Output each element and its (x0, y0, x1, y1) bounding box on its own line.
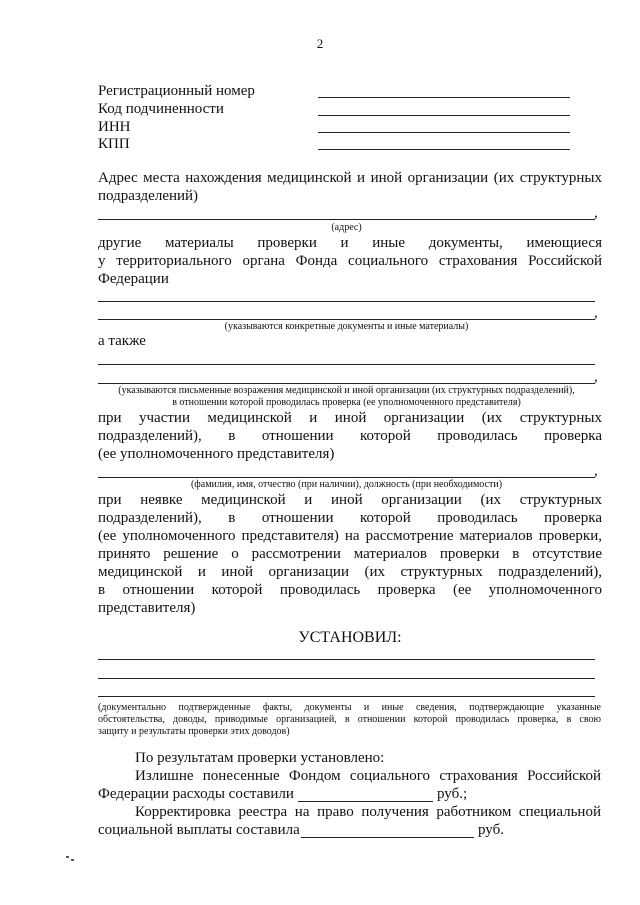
established-caption-line-2: обстоятельства, доводы, приводимые организацией, в отношении которой проводилась проверка, в свою (98, 714, 601, 725)
address-line (98, 219, 595, 220)
results-correction-line-1: Корректировка реестра на право получения работником специальной (135, 804, 601, 820)
field-label-inn: ИНН (98, 119, 131, 135)
also-label: а также (98, 333, 146, 349)
participation-caption: (фамилия, имя, отчество (при наличии), должность (при необходимости) (190, 479, 503, 490)
established-caption-line-3: защиту и результаты проверки этих доводов) (98, 726, 290, 737)
also-comma: , (594, 369, 598, 385)
results-correction-prefix: социальной выплаты составила (98, 822, 300, 838)
field-line-subordination-code (318, 115, 570, 116)
address-text-line-1: Адрес места нахождения медицинской и иной организации (их структурных (98, 170, 602, 186)
established-heading: УСТАНОВИЛ: (298, 629, 402, 646)
established-line-2 (98, 678, 595, 679)
results-excess-amount-line (298, 801, 433, 802)
results-excess-suffix: руб.; (437, 786, 468, 802)
address-caption: (адрес) (331, 222, 362, 233)
results-excess-line-1: Излишне понесенные Фондом социального страхования Российской (135, 768, 601, 784)
results-excess-prefix: Федерации расходы составили (98, 786, 294, 802)
results-intro: По результатам проверки установлено: (135, 750, 385, 766)
absence-text-line-1: при неявке медицинской и иной организации (их структурных (98, 492, 602, 508)
absence-text-line-7: представителя) (98, 600, 196, 616)
page-number: 2 (316, 36, 324, 51)
absence-text-line-5: медицинской и иной организации (их структурных подразделений), (98, 564, 602, 580)
materials-line-2 (98, 319, 595, 320)
field-label-registration-number: Регистрационный номер (98, 83, 255, 99)
established-caption-line-1: (документально подтвержденные факты, документы и иные сведения, подтверждающие указанные (98, 702, 601, 713)
results-correction-amount-line (301, 837, 474, 838)
address-comma: , (594, 205, 598, 221)
field-line-inn (318, 132, 570, 133)
established-line-3 (98, 696, 595, 697)
scan-speck (66, 856, 69, 858)
participation-text-line-1: при участии медицинской и иной организации (их структурных (98, 410, 602, 426)
materials-text-line-2: у территориального органа Фонда социального страхования Российской (98, 253, 602, 269)
participation-text-line-2: подразделений), в отношении которой проводилась проверка (98, 428, 602, 444)
participation-comma: , (594, 463, 598, 479)
absence-text-line-4: принято решение о рассмотрении материалов проверки в отсутствие (98, 546, 602, 562)
materials-text-line-3: Федерации (98, 271, 169, 287)
materials-caption: (указываются конкретные документы и иные материалы) (224, 321, 469, 332)
address-text-line-2: подразделений) (98, 188, 199, 204)
materials-line-1 (98, 301, 595, 302)
established-line-1 (98, 659, 595, 660)
materials-text-line-1: другие материалы проверки и иные документы, имеющиеся (98, 235, 602, 251)
field-label-kpp: КПП (98, 136, 130, 152)
participation-line (98, 477, 595, 478)
materials-comma: , (594, 305, 598, 321)
absence-text-line-3: (ее уполномоченного представителя) на рассмотрение материалов проверки, (98, 528, 602, 544)
absence-text-line-2: подразделений), в отношении которой проводилась проверка (98, 510, 602, 526)
also-caption-line-1: (указываются письменные возражения медицинской и иной организации (их структурных подразделений), (118, 385, 575, 396)
participation-text-line-3: (ее уполномоченного представителя) (98, 446, 335, 462)
also-line-2 (98, 383, 595, 384)
also-caption-line-2: в отношении которой проводилась проверка (ее уполномоченного представителя) (172, 397, 521, 408)
absence-text-line-6: в отношении которой проводилась проверка (ее уполномоченного (98, 582, 602, 598)
also-line-1 (98, 364, 595, 365)
results-correction-suffix: руб. (478, 822, 504, 838)
field-line-registration-number (318, 97, 570, 98)
field-label-subordination-code: Код подчиненности (98, 101, 224, 117)
field-line-kpp (318, 149, 570, 150)
scan-speck (71, 859, 74, 861)
